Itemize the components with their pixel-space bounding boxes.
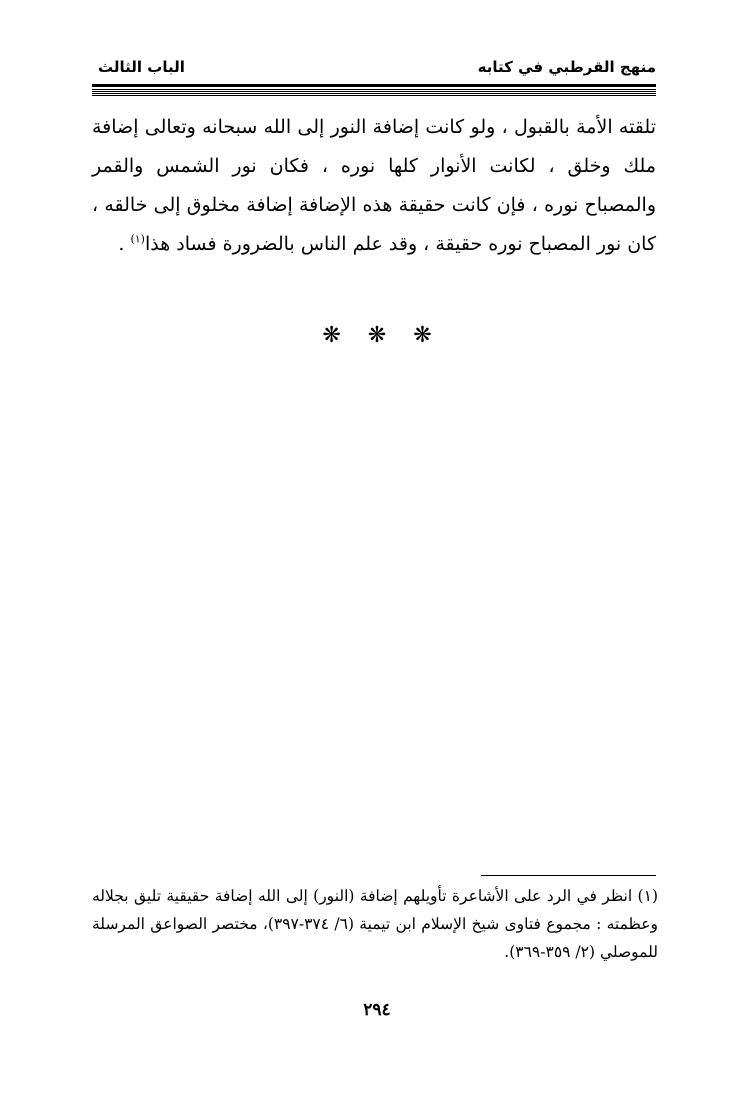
running-header [92, 58, 656, 80]
main-paragraph [92, 108, 656, 264]
main-text [92, 108, 656, 264]
book-title: منهج القرطبي في كتابه [477, 58, 656, 76]
footnote [92, 882, 658, 966]
end-punctuation: . [118, 233, 131, 255]
header-rule [92, 84, 656, 98]
chapter-title: الباب الثالث [98, 58, 185, 76]
page-number: ٢٩٤ [363, 1000, 391, 1020]
paragraph-text: تلقته الأمة بالقبول ، ولو كانت إضافة النور إلى الله سبحانه وتعالى إضافة ملك وخلق ، لكانت الأنوار كلها نوره ، فكان نور الشمس والقمر والمصباح نوره ، فإن كانت حقيقة هذه الإضافة إضافة مخلوق إلى خالقه ، كان نور المصباح نوره حقيقة ، وقد علم الناس بالضرورة فساد هذا [92, 116, 656, 255]
footnote-marker: (١) [130, 232, 145, 246]
footnote-text: (١) انظر في الرد على الأشاعرة تأويلهم إضافة (النور) إلى الله إضافة حقيقية تليق بجلاله وعظمته : مجموع فتاوى شيخ الإسلام ابن تيمية (٦/ ٣٧٤-٣٩٧)، مختصر الصواعق المرسلة للموصلي (٢/ ٣٥٩-٣٦٩). [92, 887, 658, 961]
section-separator: ❋ ❋ ❋ [322, 323, 432, 348]
footnote-rule [481, 875, 656, 876]
